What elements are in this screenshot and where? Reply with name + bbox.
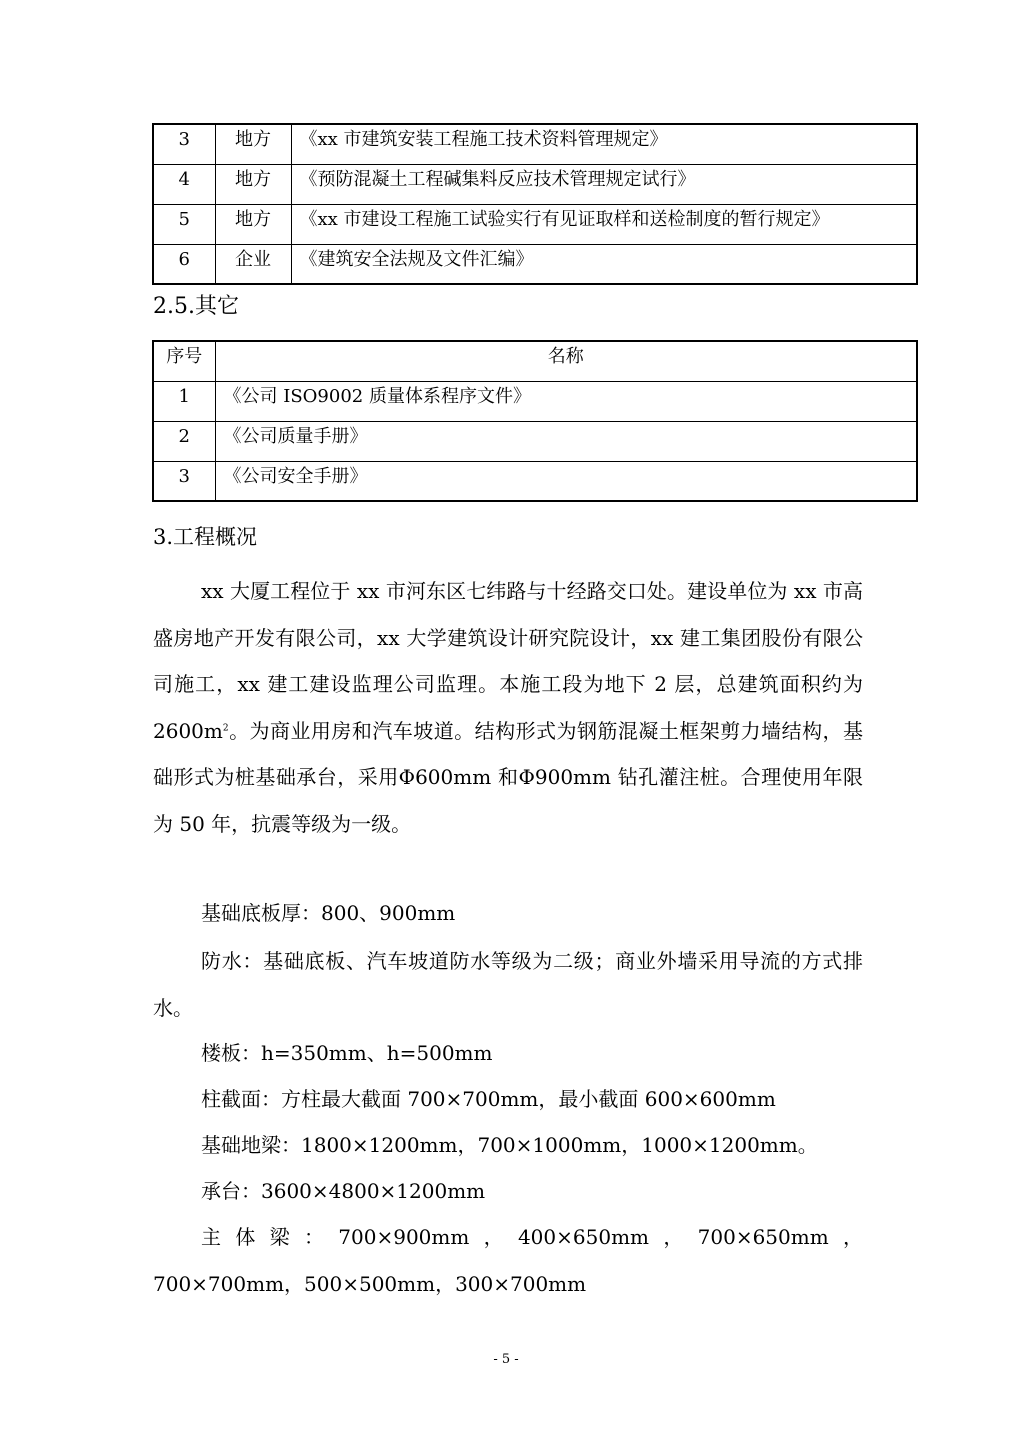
other-documents-table	[152, 340, 918, 502]
row-name: 《建筑安全法规及文件汇编》	[291, 244, 917, 284]
row-name: 《公司 ISO9002 质量体系程序文件》	[215, 381, 917, 421]
regulations-table	[152, 123, 918, 285]
main-beam-paragraph: 主体梁：700×900mm，400×650mm，700×650mm，700×700mm，500×500mm，300×700mm	[153, 1225, 863, 1296]
row-number: 6	[153, 244, 215, 284]
project-overview-paragraph	[153, 568, 863, 847]
row-name: 《公司安全手册》	[215, 461, 917, 501]
header-number: 序号	[153, 341, 215, 381]
row-name: 《xx 市建筑安装工程施工技术资料管理规定》	[291, 124, 917, 164]
section-heading-3: 3.工程概况	[153, 525, 258, 549]
table-row	[153, 164, 917, 204]
table-row	[153, 421, 917, 461]
overview-text-part1: xx 大厦工程位于 xx 市河东区七纬路与十经路交口处。建设单位为 xx 市高盛房地产开发有限公司，xx 大学建筑设计研究院设计，xx 建工集团股份有限公司施工，xx 建工建设监理公司监理。本施工段为地下 2 层，总建筑面积约为 2600m	[153, 579, 863, 743]
row-level: 地方	[215, 164, 291, 204]
table-row	[153, 204, 917, 244]
row-number: 3	[153, 124, 215, 164]
ground-beam-paragraph: 基础地梁：1800×1200mm，700×1000mm，1000×1200mm。	[201, 1133, 818, 1157]
section-heading-2-5: 2.5.其它	[153, 294, 239, 319]
page-number: - 5 -	[493, 1352, 519, 1367]
foundation-slab-paragraph: 基础底板厚：800、900mm	[201, 901, 456, 925]
table-row	[153, 461, 917, 501]
row-number: 3	[153, 461, 215, 501]
table-row	[153, 124, 917, 164]
overview-text-part2: 。为商业用房和汽车坡道。结构形式为钢筋混凝土框架剪力墙结构，基础形式为桩基础承台，采用Φ600mm 和Φ900mm 钻孔灌注桩。合理使用年限为 50 年，抗震等级为一级。	[153, 718, 863, 836]
row-number: 2	[153, 421, 215, 461]
table-row	[153, 381, 917, 421]
waterproof-paragraph: 防水：基础底板、汽车坡道防水等级为二级；商业外墙采用导流的方式排水。	[153, 949, 863, 1020]
row-level: 企业	[215, 244, 291, 284]
table-row	[153, 244, 917, 284]
floor-slab-paragraph: 楼板：h=350mm、h=500mm	[201, 1041, 493, 1065]
pile-cap-paragraph: 承台：3600×4800×1200mm	[201, 1179, 486, 1203]
row-level: 地方	[215, 204, 291, 244]
row-name: 《预防混凝土工程碱集料反应技术管理规定试行》	[291, 164, 917, 204]
row-number: 1	[153, 381, 215, 421]
row-number: 4	[153, 164, 215, 204]
header-name: 名称	[215, 341, 917, 381]
row-number: 5	[153, 204, 215, 244]
column-section-paragraph: 柱截面：方柱最大截面 700×700mm，最小截面 600×600mm	[201, 1087, 776, 1111]
row-name: 《公司质量手册》	[215, 421, 917, 461]
square-superscript: 2	[222, 722, 229, 733]
row-level: 地方	[215, 124, 291, 164]
row-name: 《xx 市建设工程施工试验实行有见证取样和送检制度的暂行规定》	[291, 204, 917, 244]
table-header-row	[153, 341, 917, 381]
